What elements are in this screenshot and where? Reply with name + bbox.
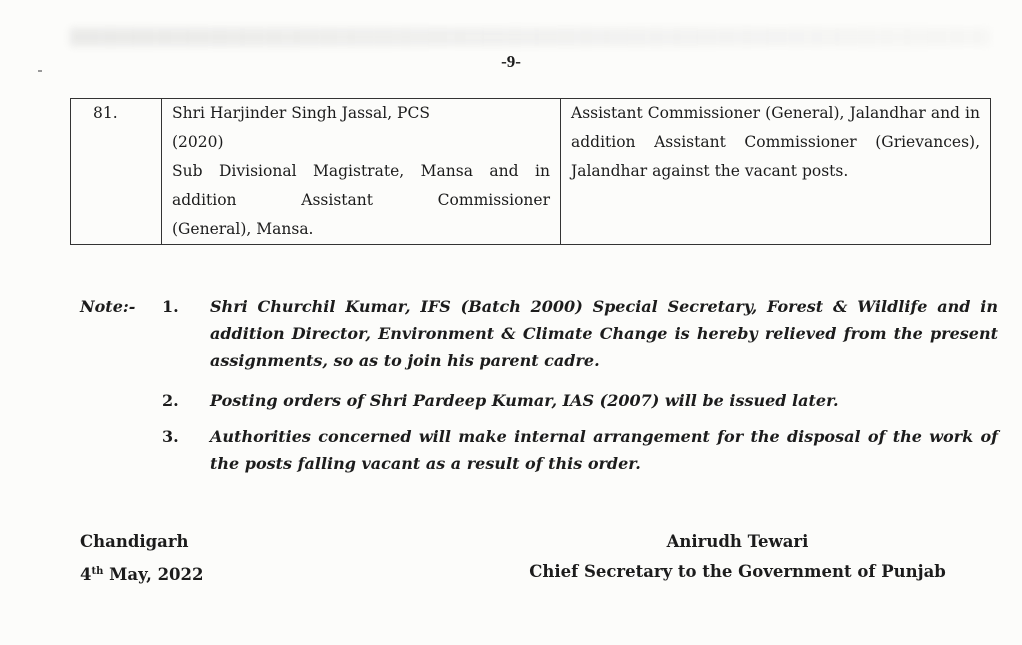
current-posting-line: (General), Mansa. [172, 220, 314, 238]
serial-number-cell: 81. [71, 99, 162, 245]
faded-bleed-through-text [70, 28, 990, 46]
note-label: Note:- [80, 297, 136, 316]
current-posting-line: Sub Divisional Magistrate, Mansa and in [172, 162, 550, 180]
date-day: 4 [80, 565, 92, 584]
place: Chandigarh [80, 532, 189, 551]
note-number: 3. [162, 427, 179, 446]
note-item [162, 387, 998, 414]
note-number: 1. [162, 297, 179, 316]
notes-section [80, 293, 1000, 477]
signatory-name: Anirudh Tewari [666, 532, 809, 551]
officer-batch: (2020) [172, 133, 224, 151]
date-rest: May, 2022 [103, 565, 204, 584]
page-number: -9- [501, 52, 521, 71]
current-posting-line: addition Assistant Commissioner [172, 191, 550, 209]
new-posting-cell: Assistant Commissioner (General), Jalandhar and in addition Assistant Commissioner (Grievances), Jalandhar against the vacant posts. [561, 99, 991, 245]
posting-table [70, 98, 991, 245]
signatory-title: Chief Secretary to the Government of Punjab [529, 562, 946, 581]
table-row [71, 99, 991, 245]
officer-current-posting-cell [162, 99, 561, 245]
note-item [162, 293, 998, 374]
note-number: 2. [162, 391, 179, 410]
place-date-block [80, 527, 204, 590]
date-suffix: th [91, 566, 104, 577]
signatory-block [500, 527, 975, 587]
note-text: Posting orders of Shri Pardeep Kumar, IAS (2007) will be issued later. [210, 391, 839, 410]
order-date [80, 557, 204, 590]
officer-name: Shri Harjinder Singh Jassal, PCS [172, 104, 430, 122]
note-text: Shri Churchil Kumar, IFS (Batch 2000) Special Secretary, Forest & Wildlife and in addition Director, Environment & Climate Change is hereby relieved from the present assignments, so as to join his parent cadre. [210, 297, 998, 370]
note-item [162, 423, 998, 477]
note-text: Authorities concerned will make internal arrangement for the disposal of the work of the posts falling vacant as a result of this order. [210, 427, 998, 473]
